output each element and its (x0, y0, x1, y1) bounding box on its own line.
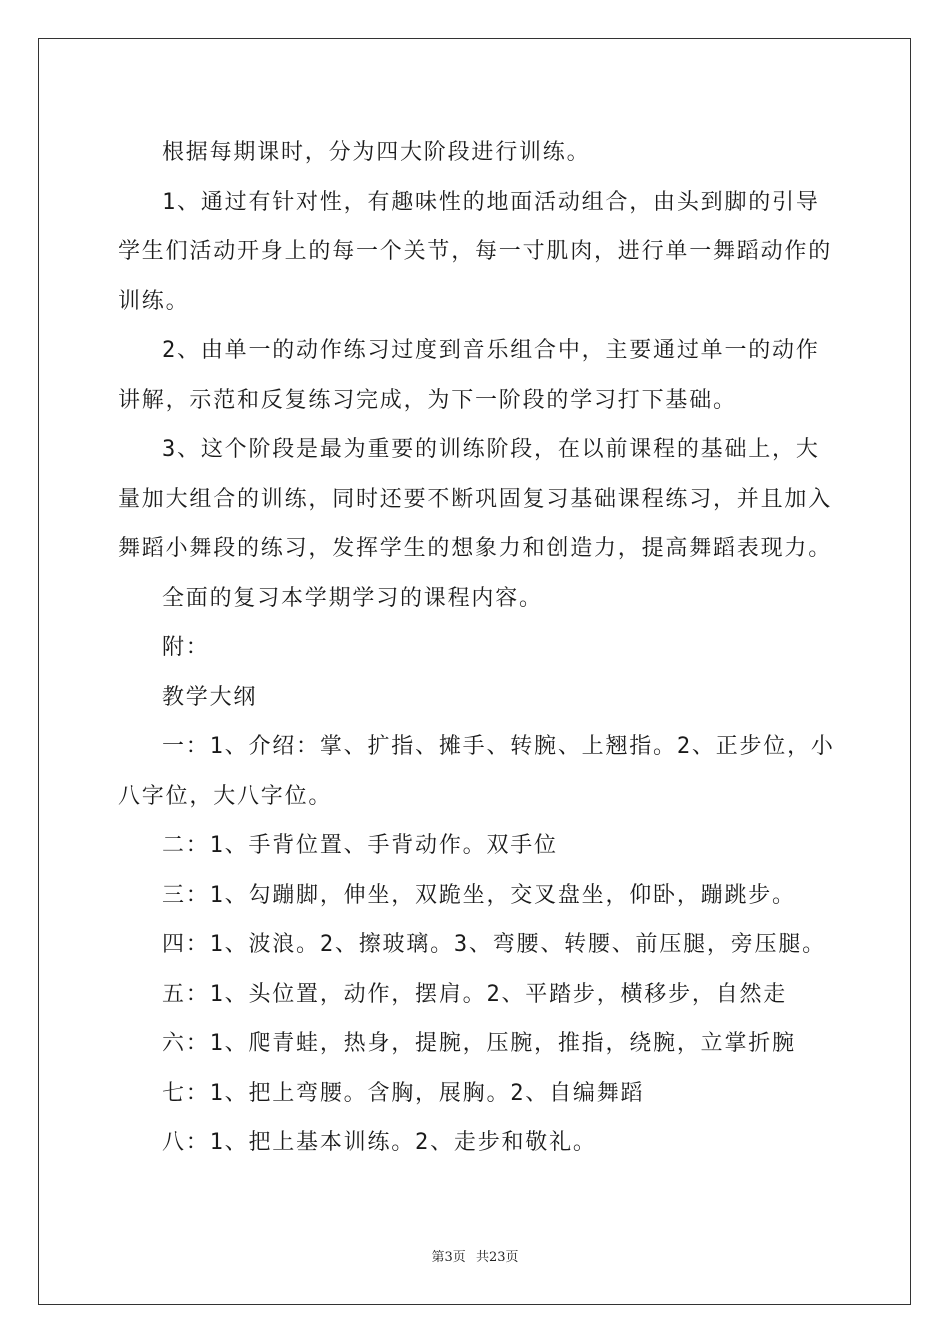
syllabus-item-7: 七：1、把上弯腰。含胸，展胸。2、自编舞蹈 (162, 1080, 645, 1106)
paragraph-stage-3: 3、这个阶段是最为重要的训练阶段，在以前课程的基础上，大量加大组合的训练，同时还要不断巩固复习基础课程练习，并且加入舞蹈小舞段的练习，发挥学生的想象力和创造力，提高舞蹈表现力。 (118, 437, 833, 561)
paragraph-intro: 根据每期课时，分为四大阶段进行训练。 (162, 140, 591, 165)
syllabus-item-2: 二：1、手背位置、手背动作。双手位 (162, 833, 558, 858)
page-footer (0, 1246, 950, 1265)
paragraph-review: 全面的复习本学期学习的课程内容。 (162, 585, 543, 611)
syllabus-item-1: 一：1、介绍：掌、扩指、摊手、转腕、上翘指。2、正步位，小八字位，大八字位。 (118, 734, 835, 809)
paragraph-stage-1: 1、通过有针对性，有趣味性的地面活动组合，由头到脚的引导学生们活动开身上的每一个关节，每一寸肌肉，进行单一舞蹈动作的训练。 (118, 189, 833, 314)
syllabus-item-8: 八：1、把上基本训练。2、走步和敬礼。 (162, 1130, 597, 1155)
paragraph-appendix: 附： (162, 635, 210, 660)
syllabus-item-5: 五：1、头位置，动作，摆肩。2、平踏步，横移步，自然走 (162, 981, 788, 1007)
syllabus-item-6: 六：1、爬青蛙，热身，提腕，压腕，推指，绕腕，立掌折腕 (162, 1031, 796, 1056)
page-total: 共23页 (475, 1250, 519, 1265)
syllabus-item-4: 四：1、波浪。2、擦玻璃。3、弯腰、转腰、前压腿，旁压腿。 (162, 932, 826, 957)
syllabus-heading: 教学大纲 (162, 684, 258, 710)
document-body (118, 128, 836, 1168)
syllabus-item-3: 三：1、勾蹦脚，伸坐，双跪坐，交叉盘坐，仰卧，蹦跳步。 (162, 882, 796, 908)
page-number: 第3页 (431, 1250, 466, 1265)
paragraph-stage-2: 2、由单一的动作练习过度到音乐组合中，主要通过单一的动作讲解，示范和反复练习完成，为下一阶段的学习打下基础。 (118, 338, 820, 413)
